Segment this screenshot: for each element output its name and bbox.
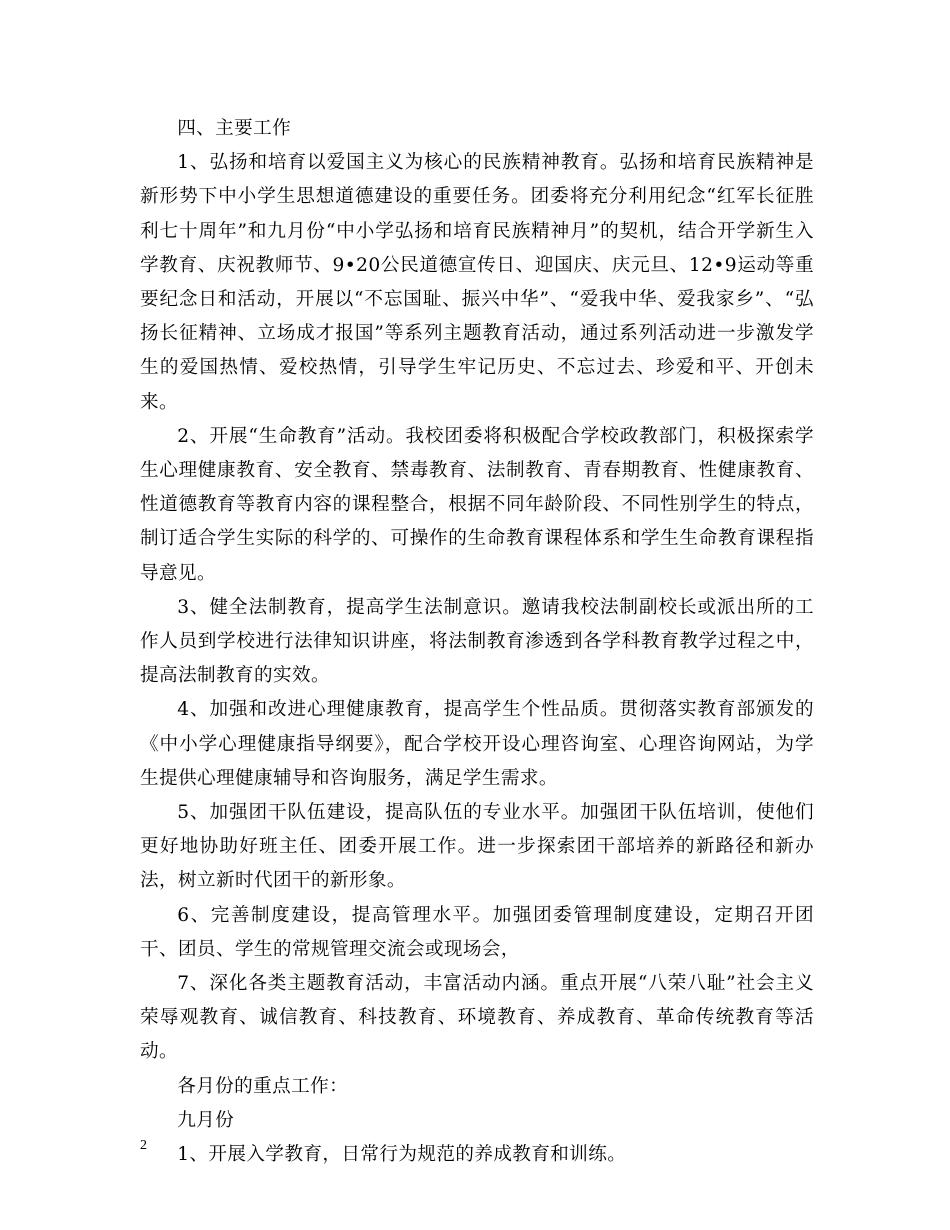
september-item-1: 1、开展入学教育，日常行为规范的养成教育和训练。 (177, 1144, 627, 1166)
paragraph-4-mental-health: 4、加强和改进心理健康教育，提高学生个性品质。贯彻落实教育部颁发的《中小学心理健康指导纲要》，配合学校开设心理咨询室、心理咨询网站，为学生提供心理健康辅导和咨询服务，满足学生需求。 (140, 699, 814, 789)
paragraph-2-life-education: 2、开展“生命教育”活动。我校团委将积极配合学校政教部门，积极探索学生心理健康教育、安全教育、禁毒教育、法制教育、青春期教育、性健康教育、性道德教育等教育内容的课程整合，根据不同年龄阶段、不同性别学生的特点，制订适合学生实际的科学的、可操作的生命教育课程体系和学生生命教育课程指导意见。 (140, 425, 814, 584)
september-heading: 九月份 (177, 1109, 235, 1131)
section-heading: 四、主要工作 (177, 118, 292, 139)
paragraph-3-legal-education: 3、健全法制教育，提高学生法制意识。邀请我校法制副校长或派出所的工作人员到学校进行法律知识讲座，将法制教育渗透到各学科教育教学过程之中，提高法制教育的实效。 (140, 596, 814, 687)
monthly-work-heading: 各月份的重点工作： (177, 1075, 349, 1097)
paragraph-1-patriotism: 1、弘扬和培育以爱国主义为核心的民族精神教育。弘扬和培育民族精神是新形势下中小学生思想道德建设的重要任务。团委将充分利用纪念“红军长征胜利七十周年”和九月份“中小学弘扬和培育民族精神月”的契机，结合开学新生入学教育、庆祝教师节、9•20公民道德宣传日、迎国庆、庆元旦、12•9运动等重要纪念日和活动，开展以“不忘国耻、振兴中华”、“爱我中华、爱我家乡”、“弘扬长征精神、立场成才报国”等系列主题教育活动，通过系列活动进一步激发学生的爱国热情、爱校热情，引导学生牢记历史、不忘过去、珍爱和平、开创未来。 (140, 152, 814, 413)
paragraph-5-cadre-team: 5、加强团干队伍建设，提高队伍的专业水平。加强团干队伍培训，使他们更好地协助好班主任、团委开展工作。进一步探索团干部培养的新路径和新办法，树立新时代团干的新形象。 (140, 802, 814, 892)
document-page (140, 112, 814, 1172)
paragraph-7-themed-activities: 7、深化各类主题教育活动，丰富活动内涵。重点开展“八荣八耻”社会主义荣辱观教育、诚信教育、科技教育、环境教育、养成教育、革命传统教育等活动。 (140, 973, 814, 1063)
page-number: 2 (140, 1138, 147, 1153)
paragraph-6-system-building: 6、完善制度建设，提高管理水平。加强团委管理制度建设，定期召开团干、团员、学生的常规管理交流会或现场会， (140, 904, 814, 960)
